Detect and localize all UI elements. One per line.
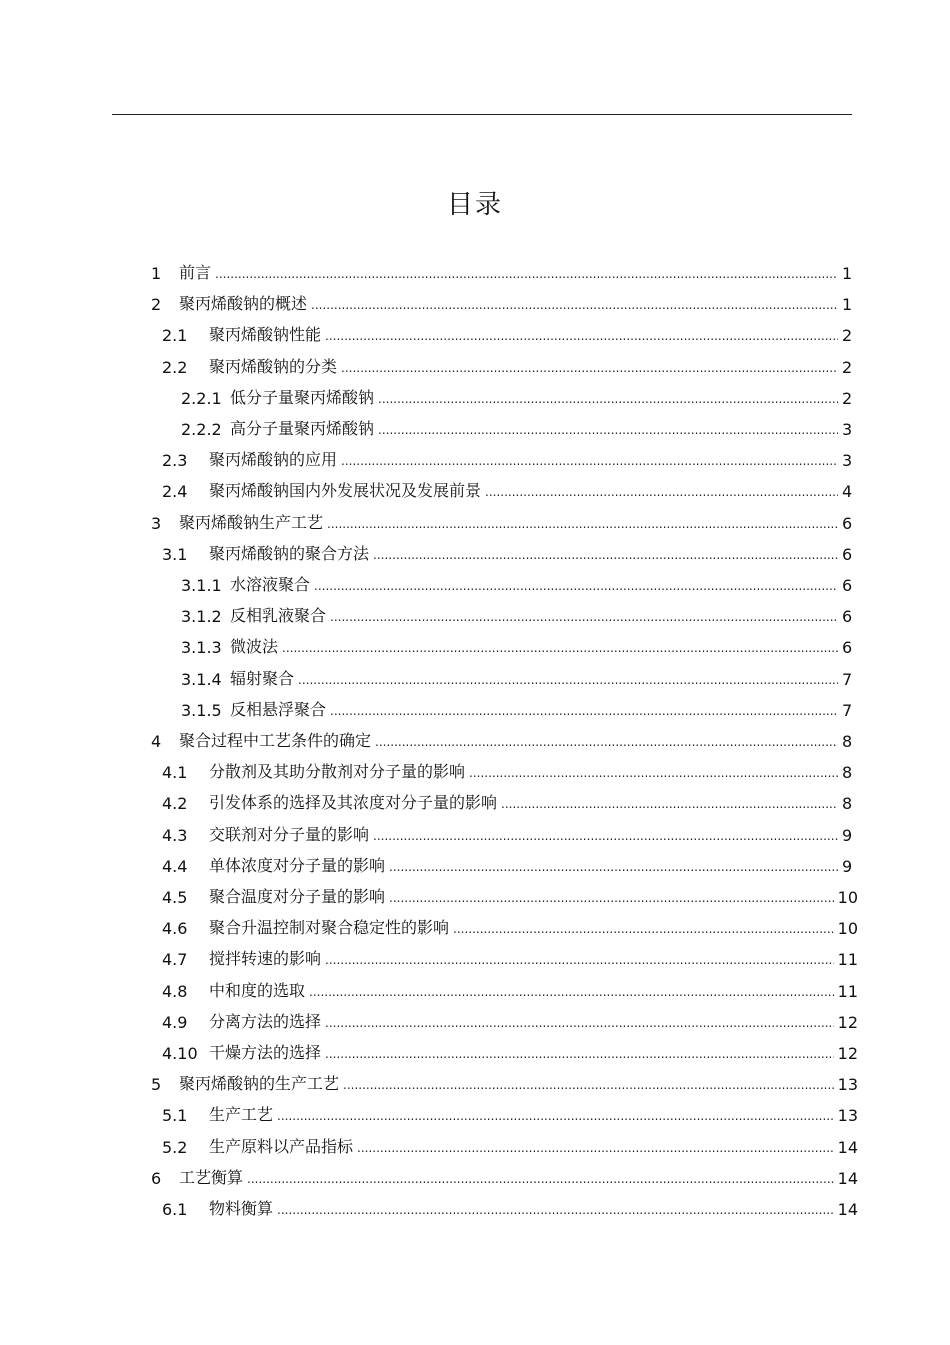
toc-entry[interactable] bbox=[162, 817, 858, 845]
toc-dot-leader bbox=[330, 606, 838, 625]
toc-entry-number: 6 bbox=[151, 1168, 162, 1188]
toc-dot-leader bbox=[389, 887, 834, 906]
toc-entry-number: 3.1.5 bbox=[181, 700, 222, 720]
toc-entry[interactable] bbox=[162, 349, 858, 377]
toc-entry-number: 5.2 bbox=[162, 1137, 188, 1157]
toc-entry-number: 4.2 bbox=[162, 794, 188, 814]
toc-entry[interactable] bbox=[162, 879, 858, 907]
toc-entry-number: 3.1.3 bbox=[181, 638, 222, 658]
toc-dot-leader bbox=[311, 294, 838, 313]
toc-entry-number: 2.2 bbox=[162, 357, 188, 377]
toc-dot-leader bbox=[501, 793, 838, 812]
toc-entry-label: 聚丙烯酸钠的生产工艺 bbox=[179, 1074, 340, 1094]
toc-entry-label: 聚合温度对分子量的影响 bbox=[209, 887, 386, 906]
toc-entry[interactable] bbox=[162, 754, 858, 782]
toc-entry-page: 2 bbox=[842, 326, 853, 346]
toc-entry-page: 6 bbox=[842, 638, 853, 658]
toc-dot-leader bbox=[373, 825, 838, 844]
toc-entry-page: 6 bbox=[842, 607, 853, 627]
toc-entry-page: 13 bbox=[837, 1106, 858, 1126]
toc-entry-label: 辐射聚合 bbox=[230, 668, 295, 688]
toc-entry-number: 4 bbox=[151, 732, 162, 751]
toc-entry[interactable] bbox=[151, 1066, 858, 1094]
toc-dot-leader bbox=[298, 669, 838, 688]
toc-entry-number: 5 bbox=[151, 1075, 162, 1095]
toc-entry-page: 1 bbox=[842, 264, 853, 283]
toc-entry-number: 4.5 bbox=[162, 888, 188, 907]
toc-entry-page: 14 bbox=[837, 1168, 858, 1188]
toc-entry-number: 4.8 bbox=[162, 981, 188, 1001]
toc-entry[interactable] bbox=[162, 1035, 858, 1063]
toc-entry-label: 工艺衡算 bbox=[179, 1167, 244, 1187]
toc-entry[interactable] bbox=[162, 910, 858, 938]
toc-entry-page: 8 bbox=[842, 763, 853, 783]
toc-entry-number: 6.1 bbox=[162, 1200, 188, 1219]
toc-entry[interactable] bbox=[151, 255, 858, 283]
toc-entry-label: 中和度的选取 bbox=[209, 980, 306, 1000]
toc-entry[interactable] bbox=[162, 536, 858, 564]
toc-entry[interactable] bbox=[151, 286, 858, 314]
toc-entry[interactable] bbox=[181, 692, 858, 720]
toc-dot-leader bbox=[282, 637, 838, 656]
toc-dot-leader bbox=[327, 513, 838, 532]
toc-entry[interactable] bbox=[162, 785, 858, 813]
toc-entry-number: 3.1 bbox=[162, 544, 188, 564]
toc-entry-label: 聚丙烯酸钠的分类 bbox=[209, 356, 338, 376]
toc-entry-page: 11 bbox=[837, 981, 858, 1001]
toc-entry-label: 引发体系的选择及其浓度对分子量的影响 bbox=[209, 793, 498, 813]
toc-entry[interactable] bbox=[162, 317, 858, 345]
toc-entry-number: 3.1.4 bbox=[181, 669, 222, 689]
toc-dot-leader bbox=[277, 1199, 834, 1218]
toc-entry-page: 3 bbox=[842, 451, 853, 471]
toc-entry-label: 聚丙烯酸钠国内外发展状况及发展前景 bbox=[209, 481, 482, 501]
toc-entry-label: 单体浓度对分子量的影响 bbox=[209, 855, 386, 875]
toc-entry-page: 7 bbox=[842, 700, 853, 720]
toc-dot-leader bbox=[325, 1043, 834, 1062]
toc-entry[interactable] bbox=[162, 941, 858, 969]
toc-entry-number: 2.2.1 bbox=[181, 388, 222, 408]
toc-entry-label: 微波法 bbox=[230, 637, 279, 657]
toc-entry-label: 聚丙烯酸钠的聚合方法 bbox=[209, 543, 370, 563]
toc-entry[interactable] bbox=[151, 1160, 858, 1188]
toc-entry-label: 聚丙烯酸钠的概述 bbox=[179, 294, 308, 314]
toc-entry[interactable] bbox=[162, 1097, 858, 1125]
toc-entry-label: 干燥方法的选择 bbox=[209, 1043, 322, 1062]
toc-entry[interactable] bbox=[162, 973, 858, 1001]
toc-entry-number: 4.6 bbox=[162, 919, 188, 939]
toc-entry-page: 8 bbox=[842, 794, 853, 814]
toc-dot-leader bbox=[357, 1137, 834, 1156]
toc-entry-page: 6 bbox=[842, 513, 853, 533]
toc-entry[interactable] bbox=[181, 598, 858, 626]
toc-entry-label: 聚丙烯酸钠性能 bbox=[209, 325, 322, 345]
toc-entry-page: 14 bbox=[837, 1200, 858, 1219]
toc-entry-number: 4.9 bbox=[162, 1012, 188, 1032]
toc-entry-page: 7 bbox=[842, 669, 853, 689]
toc-entry-label: 聚丙烯酸钠生产工艺 bbox=[179, 512, 324, 532]
toc-entry-number: 2 bbox=[151, 295, 162, 315]
toc-entry-label: 分散剂及其助分散剂对分子量的影响 bbox=[209, 762, 466, 782]
toc-entry-page: 9 bbox=[842, 856, 853, 876]
toc-dot-leader bbox=[325, 325, 838, 344]
toc-entry[interactable] bbox=[181, 567, 858, 595]
toc-dot-leader bbox=[330, 700, 838, 719]
toc-entry-label: 聚合过程中工艺条件的确定 bbox=[179, 731, 372, 750]
toc-entry-label: 聚合升温控制对聚合稳定性的影响 bbox=[209, 918, 450, 938]
toc-dot-leader bbox=[343, 1074, 834, 1093]
toc-entry-label: 高分子量聚丙烯酸钠 bbox=[230, 419, 375, 438]
toc-entry-number: 4.4 bbox=[162, 856, 188, 876]
toc-dot-leader bbox=[215, 263, 838, 282]
toc-entry-number: 4.3 bbox=[162, 825, 188, 845]
toc-dot-leader bbox=[277, 1105, 834, 1124]
toc-entry-number: 4.7 bbox=[162, 950, 188, 970]
toc-entry-page: 2 bbox=[842, 357, 853, 377]
toc-dot-leader bbox=[341, 357, 838, 376]
toc-entry[interactable] bbox=[181, 380, 858, 408]
toc-entry-number: 2.3 bbox=[162, 451, 188, 471]
toc-entry-number: 3 bbox=[151, 513, 162, 533]
toc-entry[interactable] bbox=[181, 661, 858, 689]
toc-entry-page: 2 bbox=[842, 388, 853, 408]
toc-entry-label: 低分子量聚丙烯酸钠 bbox=[230, 387, 375, 407]
toc-entry[interactable] bbox=[151, 505, 858, 533]
toc-entry-page: 6 bbox=[842, 576, 853, 595]
toc-dot-leader bbox=[373, 544, 838, 563]
toc-dot-leader bbox=[325, 1012, 834, 1031]
toc-entry-label: 前言 bbox=[179, 263, 212, 282]
toc-entry-number: 4.10 bbox=[162, 1044, 198, 1063]
toc-entry-number: 4.1 bbox=[162, 763, 188, 783]
toc-entry-label: 搅拌转速的影响 bbox=[209, 949, 322, 969]
toc-entry[interactable] bbox=[162, 1191, 858, 1219]
toc-dot-leader bbox=[485, 481, 838, 500]
toc-entry-page: 6 bbox=[842, 544, 853, 564]
toc-entry-number: 3.1.2 bbox=[181, 607, 222, 627]
toc-entry-page: 13 bbox=[837, 1075, 858, 1095]
toc-entry-page: 1 bbox=[842, 295, 853, 315]
toc-entry[interactable] bbox=[162, 473, 858, 501]
toc-entry-page: 10 bbox=[837, 888, 858, 907]
toc-entry-number: 1 bbox=[151, 264, 162, 283]
toc-dot-leader bbox=[314, 575, 838, 594]
toc-entry[interactable] bbox=[162, 442, 858, 470]
toc-entry-page: 4 bbox=[842, 482, 853, 502]
toc-entry-label: 交联剂对分子量的影响 bbox=[209, 824, 370, 844]
toc-entry-page: 9 bbox=[842, 825, 853, 845]
toc-dot-leader bbox=[325, 949, 834, 968]
toc-dot-leader bbox=[453, 918, 834, 937]
toc-entry[interactable] bbox=[162, 1004, 858, 1032]
toc-entry-label: 生产工艺 bbox=[209, 1105, 274, 1125]
toc-entry-number: 2.1 bbox=[162, 326, 188, 346]
toc-entry-label: 聚丙烯酸钠的应用 bbox=[209, 450, 338, 470]
toc-entry-page: 12 bbox=[837, 1012, 858, 1032]
toc-entry-number: 2.2.2 bbox=[181, 420, 222, 439]
toc-entry-label: 反相乳液聚合 bbox=[230, 606, 327, 626]
toc-title: 目录 bbox=[446, 190, 503, 220]
toc-entry-label: 水溶液聚合 bbox=[230, 575, 311, 594]
toc-dot-leader bbox=[247, 1168, 834, 1187]
toc-entry-label: 物料衡算 bbox=[209, 1199, 274, 1218]
toc-entry-page: 8 bbox=[842, 732, 853, 751]
toc-entry[interactable] bbox=[151, 723, 858, 751]
toc-dot-leader bbox=[378, 388, 838, 407]
toc-entry[interactable] bbox=[181, 629, 858, 657]
toc-entry-number: 2.4 bbox=[162, 482, 188, 502]
toc-entry[interactable] bbox=[162, 848, 858, 876]
toc-dot-leader bbox=[389, 856, 838, 875]
toc-entry-label: 生产原料以产品指标 bbox=[209, 1136, 354, 1156]
toc-entry-number: 5.1 bbox=[162, 1106, 188, 1126]
toc-entry-page: 14 bbox=[837, 1137, 858, 1157]
toc-dot-leader bbox=[341, 450, 838, 469]
toc-entry-number: 3.1.1 bbox=[181, 576, 222, 595]
header-rule bbox=[112, 114, 852, 115]
toc-dot-leader bbox=[309, 981, 834, 1000]
toc-entry-page: 11 bbox=[837, 950, 858, 970]
toc-entry-page: 3 bbox=[842, 420, 853, 439]
toc-entry[interactable] bbox=[162, 1129, 858, 1157]
toc-dot-leader bbox=[378, 419, 838, 438]
toc-entry-page: 10 bbox=[837, 919, 858, 939]
toc-dot-leader bbox=[375, 731, 838, 750]
toc-entry[interactable] bbox=[181, 411, 858, 439]
toc-entry-label: 反相悬浮聚合 bbox=[230, 699, 327, 719]
toc-entry-page: 12 bbox=[837, 1044, 858, 1063]
toc-entry-label: 分离方法的选择 bbox=[209, 1011, 322, 1031]
toc-dot-leader bbox=[469, 762, 838, 781]
